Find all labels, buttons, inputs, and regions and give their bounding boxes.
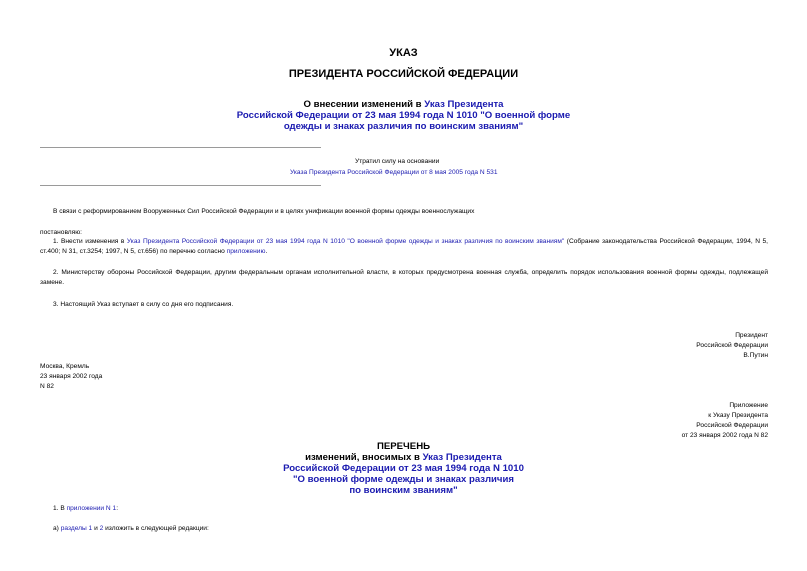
item-a-link-section-1[interactable]: разделы 1 — [60, 525, 93, 532]
paragraph-3: 3. Настоящий Указ вступает в силу со дня его подписания. — [53, 301, 234, 308]
doc-subject — [200, 99, 607, 132]
list-subtitle: изменений, вносимых в Указ Президента Российской Федерации от 23 мая 1994 года N 1010 "О военной форме одежды и знаках различия по воинским званиям" — [283, 452, 524, 496]
subject-link-decree-1010[interactable]: Указ Президента Российской Федерации от 23 мая 1994 года N 1010 "О военной форме одежды и знаках различия по воинским званиям" — [236, 99, 571, 132]
signature-name: В.Путин — [743, 352, 768, 359]
appendix-ref-2: Российской Федерации — [696, 422, 768, 429]
decree-number: N 82 — [40, 383, 54, 390]
item-1-link-appendix-1[interactable]: приложении N 1 — [66, 505, 117, 512]
divider-top — [40, 147, 321, 148]
status-label: Утратил силу на основании — [355, 158, 440, 165]
list-link-decree-1010[interactable]: Указ Президента Российской Федерации от 23 мая 1994 года N 1010 "О военной форме одежды и знаках различия по воинским званиям" — [283, 452, 524, 496]
item-a-link-section-2[interactable]: 2 — [99, 525, 104, 532]
paragraph-1: 1. Внести изменения в Указ Президента Российской Федерации от 23 мая 1994 года N 1010 "О военной форме одежды и знаках различия по воинским званиям" (Собрание законодательства Российской Федерации, 1994, N 5, ст.400; N 31, ст.3254; 1997, N 5, ст.656) по перечню согласно приложению. — [40, 238, 768, 255]
paragraph-2: 2. Министерству обороны Российской Федерации, другим федеральным органам исполнительной власти, в которых предусмотрена военная служба, определить порядок использования военной формы одежды, подлежащей замене. — [40, 269, 768, 286]
issuer-title: ПРЕЗИДЕНТА РОССИЙСКОЙ ФЕДЕРАЦИИ — [288, 68, 519, 80]
appendix-ref-3: от 23 января 2002 года N 82 — [681, 432, 768, 439]
preamble-text: В связи с реформированием Вооруженных Сил Российской Федерации и в целях унификации военной формы одежды военнослужащих — [53, 208, 475, 215]
appendix-label: Приложение — [729, 402, 768, 409]
p1-link-decree-1010[interactable]: Указ Президента Российской Федерации от 23 мая 1994 года N 1010 "О военной форме одежды и знаках различия по воинским званиям" — [126, 238, 565, 245]
appendix-ref-1: к Указу Президента — [708, 412, 768, 419]
status-link-decree-531[interactable]: Указа Президента Российской Федерации от 8 мая 2005 года N 531 — [290, 169, 498, 176]
subject-prefix: О внесении изменений в — [303, 99, 425, 110]
item-a: а) разделы 1 и 2 изложить в следующей редакции: — [53, 525, 209, 532]
p1-link-appendix[interactable]: приложению — [226, 247, 266, 255]
signature-country: Российской Федерации — [696, 342, 768, 349]
signature-title: Президент — [735, 332, 768, 339]
signing-place: Москва, Кремль — [40, 363, 90, 370]
list-title: ПЕРЕЧЕНЬ — [376, 441, 431, 452]
divider-bottom — [40, 185, 321, 186]
item-1: 1. В приложении N 1: — [53, 505, 119, 512]
signing-date: 23 января 2002 года — [40, 373, 103, 380]
decree-word: постановляю: — [40, 229, 83, 236]
doc-type-title: УКАЗ — [389, 47, 418, 59]
